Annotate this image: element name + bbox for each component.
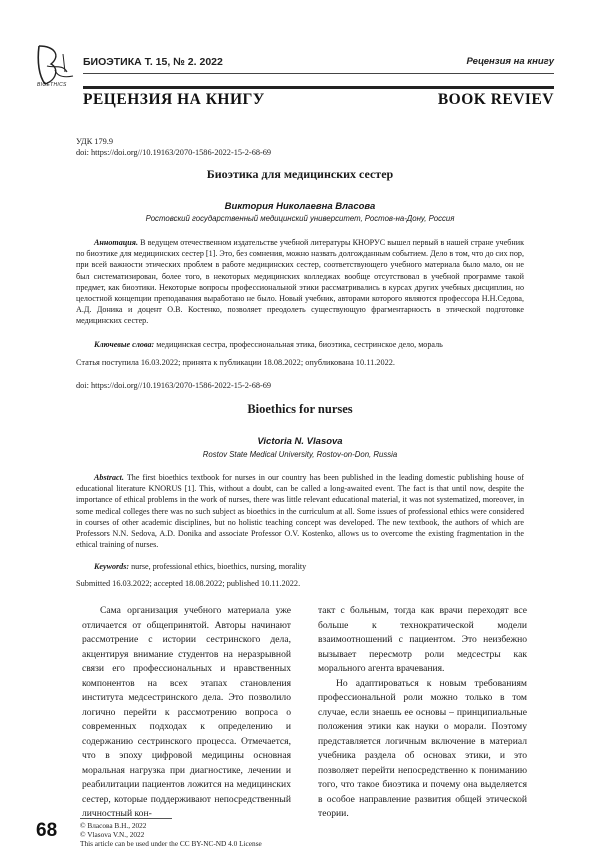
article-title-ru: Биоэтика для медицинских сестер xyxy=(206,167,394,181)
body-column-right xyxy=(318,604,527,822)
keywords-text-en: nurse, professional ethics, bioethics, nursing, morality xyxy=(129,562,307,571)
abstract-text-ru: В ведущем отечественном издательстве учебной литературы КНОРУС вышел первый в нашей стране учебник по биоэтике для медицинских сестер [1]. Это, без сомнения, можно назвать долгожданным событием. Дело в том, что до сих пор, при всей важности этических проблем в работе медицинских сестер, соответствующего учебного материала было мало, он не был систематизирован, более того, в некоторых медицинских колледжах вообще отсутствовал в учебной программе такой предмет, как биоэтики. Некоторые вопросы профессиональной этики рассматривались в курсах других учебных дисциплин, но целостной концепции преподавания выработано не было. Новый учебник, авторами которого являются профессора Н.Н.Седова, А.Д. Доника и доцент О.В. Костенко, позволяет преодолеть существующую фрагментарность в этической подготовке медицинских сестер. xyxy=(76,238,524,326)
page-number: 68 xyxy=(36,820,58,841)
author-en: Victoria N. Vlasova xyxy=(257,436,343,447)
body-paragraph: такт с больным, тогда как врачи переходят все больше к технократической модели взаимоотношений с пациентом. Это неизбежно вызывает пересмотр роли медсестры как морального агента врачевания. xyxy=(318,605,527,674)
affiliation-ru: Ростовский государственный медицинский университет, Ростов-на-Дону, Россия xyxy=(145,214,455,223)
body-paragraph: Сама организация учебного материала уже отличается от общепринятой. Авторы начинают рассмотрение с истории сестринского дела, акцентируя внимание студентов на неразрывной связи его профессиональных и нравственных компонентов на всех этапах становления института медсестринского дела. Это позволило логично перейти к рассмотрению вопроса о современных подходах к определению и содержанию сестринского процесса. Отмечается, что в эпоху цифровой медицины основная моральная нагрузка при диагностике, лечении и реабилитации пациентов ложится на медицинских сестер, которые поддерживают непосредственный личностный кон- xyxy=(82,605,291,819)
footer-rule xyxy=(80,818,172,819)
affiliation-en: Rostov State Medical University, Rostov-on-Don, Russia xyxy=(202,450,398,459)
abstract-en xyxy=(76,472,524,550)
logo-caption: BIOETHICS xyxy=(37,82,67,88)
abstract-label-en: Abstract. xyxy=(94,473,124,482)
copyright-ru: © Власова В.Н., 2022 xyxy=(80,821,147,830)
body-paragraph: Но адаптироваться к новым требованиям профессиональной роли можно только в том случае, если знаешь ее основы – принципиальные положения этики как науки о морали. Поэтому представляется логичным включение в материал учебника раздела об основах этики, и это позволяет перейти непосредственно к пониманию того, что такое биоэтика и почему она выделяется в особое направление развития общей этической теории. xyxy=(318,677,527,819)
article-title-en: Bioethics for nurses xyxy=(247,402,353,416)
body-column-left xyxy=(82,604,291,822)
doi-ru: doi: https://doi.org//10.19163/2070-1586-2022-15-2-68-69 xyxy=(76,148,272,157)
dates-ru: Статья поступила 16.03.2022; принята к публикации 18.08.2022; опубликована 10.11.2022. xyxy=(76,358,395,367)
author-ru: Виктория Николаевна Власова xyxy=(224,201,376,212)
keywords-en xyxy=(76,561,524,572)
abstract-label-ru: Аннотация. xyxy=(94,238,138,247)
section-header: Рецензия на книгу xyxy=(466,56,554,67)
keywords-label-ru: Ключевые слова: xyxy=(94,340,155,349)
keywords-text-ru: медицинская сестра, профессиональная этика, биоэтика, сестринское дело, мораль xyxy=(154,340,443,349)
keywords-ru xyxy=(76,339,524,350)
journal-header: БИОЭТИКА Т. 15, № 2. 2022 xyxy=(83,56,223,68)
section-title-ru: РЕЦЕНЗИЯ НА КНИГУ xyxy=(83,91,265,108)
keywords-label-en: Keywords: xyxy=(94,562,130,571)
dates-en: Submitted 16.03.2022; accepted 18.08.2022; published 10.11.2022. xyxy=(76,579,301,588)
doi-en: doi: https://doi.org//10.19163/2070-1586-2022-15-2-68-69 xyxy=(76,381,272,390)
header-rule xyxy=(83,73,554,74)
udk: УДК 179.9 xyxy=(76,137,113,146)
license-text: This article can be used under the CC BY-NC-ND 4.0 License xyxy=(80,839,262,848)
copyright-en: © Vlasova V.N., 2022 xyxy=(80,830,145,839)
abstract-ru xyxy=(76,237,524,327)
abstract-text-en: The first bioethics textbook for nurses in our country has been published in the leading domestic publishing house of educational literature KNORUS [1]. This, without a doubt, can be called a long-awaited event. The fact is that until now, despite the importance of ethical problems in the work of nurses, there was little relevant educational material, it was not systematized, moreover, in some medical colleges there was no such subject as bioethics in the curriculum at all. Some issues of professional ethics were considered in courses of other academic disciplines, but no holistic teaching concept was developed. The new textbook, the authors of which are Professors N.N. Sedova, A.D. Donika and associate Professor O.V. Kostenko, allows us to overcome the existing fragmentation in the ethical training of nurses. xyxy=(76,473,524,550)
section-rule xyxy=(83,86,554,89)
section-title-en: BOOK REVIEV xyxy=(437,91,554,108)
